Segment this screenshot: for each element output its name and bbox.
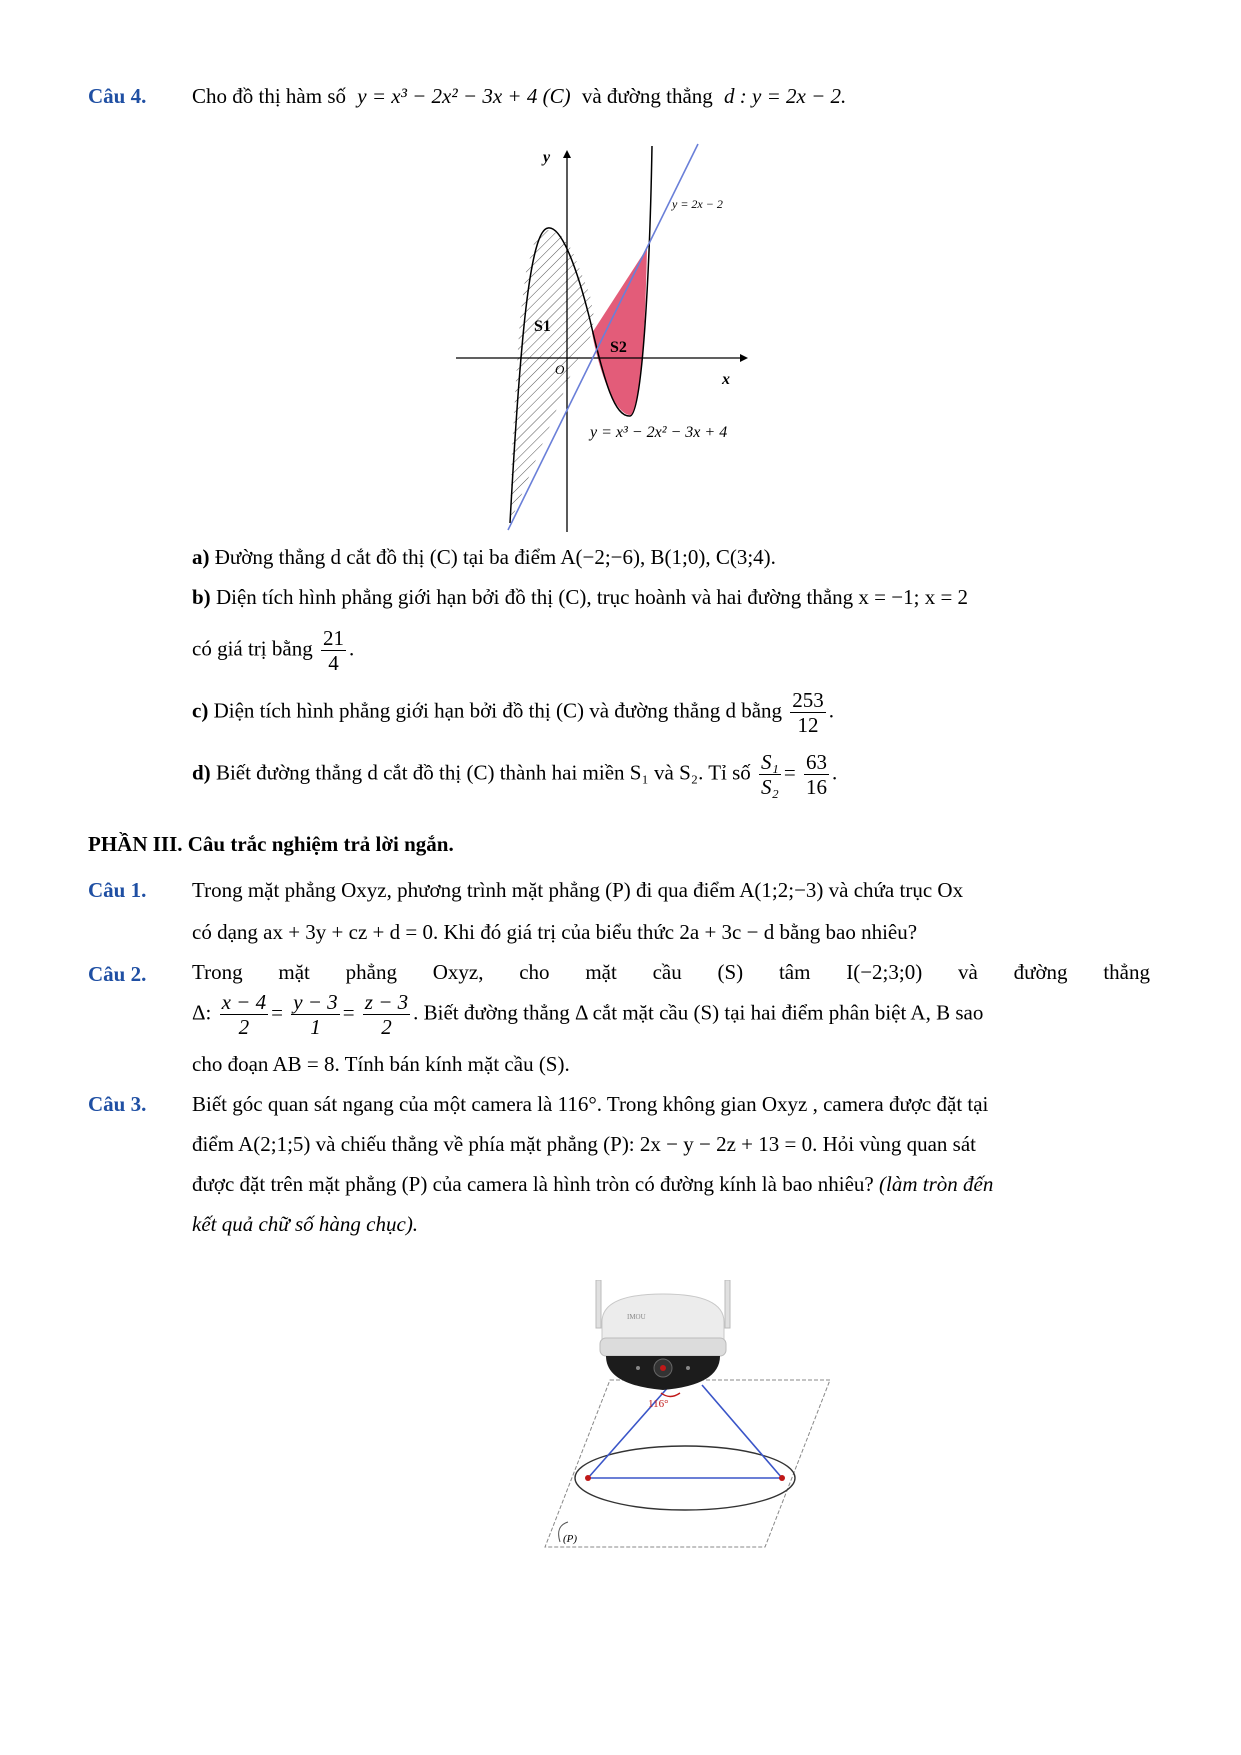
q4-option-a: a) Đường thẳng d cắt đồ thị (C) tại ba điểm A(−2;−6), B(1;0), C(3;4). xyxy=(192,545,776,569)
p2-line3: cho đoạn AB = 8. Tính bán kính mặt cầu (S). xyxy=(192,1052,570,1076)
camera-figure xyxy=(520,1280,850,1570)
y-axis-arrow xyxy=(563,150,571,158)
p2-line1: Trong mặt phẳng Oxyz, cho mặt cầu (S) tâm I(−2;3;0) và đường thẳng xyxy=(192,960,1150,984)
q4-option-d: d) Biết đường thẳng d cắt đồ thị (C) thành hai miền S₁ và S₂. Tỉ số $\frac{\text{S₁}}{\text{S₂}}$ = $\frac{63}{16}$ . xyxy=(192,750,838,800)
p3-line3: được đặt trên mặt phẳng (P) của camera là hình tròn có đường kính là bao nhiêu? (làm tròn đến xyxy=(192,1172,994,1196)
x-axis-label: x xyxy=(722,371,730,388)
plane-label: (P) xyxy=(563,1533,578,1545)
p3-line1: Biết góc quan sát ngang của một camera là 116°. Trong không gian Oxyz , camera được đặt tại xyxy=(192,1092,989,1116)
line-d-label: y = 2x − 2 xyxy=(672,197,723,211)
q4-label: Câu 4. xyxy=(88,84,147,108)
view-edge-right xyxy=(702,1385,782,1478)
point-right xyxy=(779,1475,785,1481)
s2-label: S2 xyxy=(610,339,627,356)
q4-option-c: c) Diện tích hình phẳng giới hạn bởi đồ thị (C) và đường thẳng d bằng $\frac{253}{12}$ . xyxy=(192,688,835,738)
y-axis-label: y xyxy=(543,149,551,166)
p3-line2: điểm A(2;1;5) và chiếu thẳng về phía mặt phẳng (P): 2x − y − 2z + 13 = 0. Hỏi vùng quan sát xyxy=(192,1132,976,1156)
s1-label: S1 xyxy=(534,318,551,335)
curve-label: y = x³ − 2x² − 3x + 4 xyxy=(590,424,728,441)
x-axis-arrow xyxy=(740,354,748,362)
region-s1 xyxy=(510,230,594,523)
p3-line4: kết quả chữ số hàng chục). xyxy=(192,1212,419,1236)
origin-label: O xyxy=(555,362,565,377)
part3-title: PHẦN III. Câu trắc nghiệm trả lời ngắn. xyxy=(88,832,454,856)
p1-label: Câu 1. xyxy=(88,878,147,902)
point-left xyxy=(585,1475,591,1481)
q4-graph xyxy=(440,140,800,535)
q4-option-b: b) Diện tích hình phẳng giới hạn bởi đồ thị (C), trục hoành và hai đường thẳng x = −1; x = 2 xyxy=(192,585,969,609)
camera xyxy=(596,1280,730,1390)
angle-label: 116° xyxy=(648,1398,669,1410)
p1-line2: có dạng ax + 3y + cz + d = 0. Khi đó giá trị của biểu thức 2a + 3c − d bằng bao nhiêu? xyxy=(192,920,918,944)
p2-label: Câu 2. xyxy=(88,962,147,986)
p3-label: Câu 3. xyxy=(88,1092,147,1116)
p1-line1: Trong mặt phẳng Oxyz, phương trình mặt phẳng (P) đi qua điểm A(1;2;−3) và chứa trục Ox xyxy=(192,878,964,902)
svg-text:IMOU: IMOU xyxy=(627,1313,646,1321)
q4-intro: Cho đồ thị hàm số y = x³ − 2x² − 3x + 4 (C) và đường thẳng d : y = 2x − 2. xyxy=(192,84,847,108)
angle-arc xyxy=(661,1393,680,1397)
p2-line2: Δ: $\frac{x - 4}{2}$ = $\frac{y - 3}{1}$ = $\frac{z - 3}{2}$ . Biết đường thẳng Δ cắt mặt cầu (S) tại hai điểm phân biệt A, B sao xyxy=(192,990,984,1040)
q4-option-b-value: có giá trị bằng $\frac{21}{4}$ . xyxy=(192,626,355,676)
